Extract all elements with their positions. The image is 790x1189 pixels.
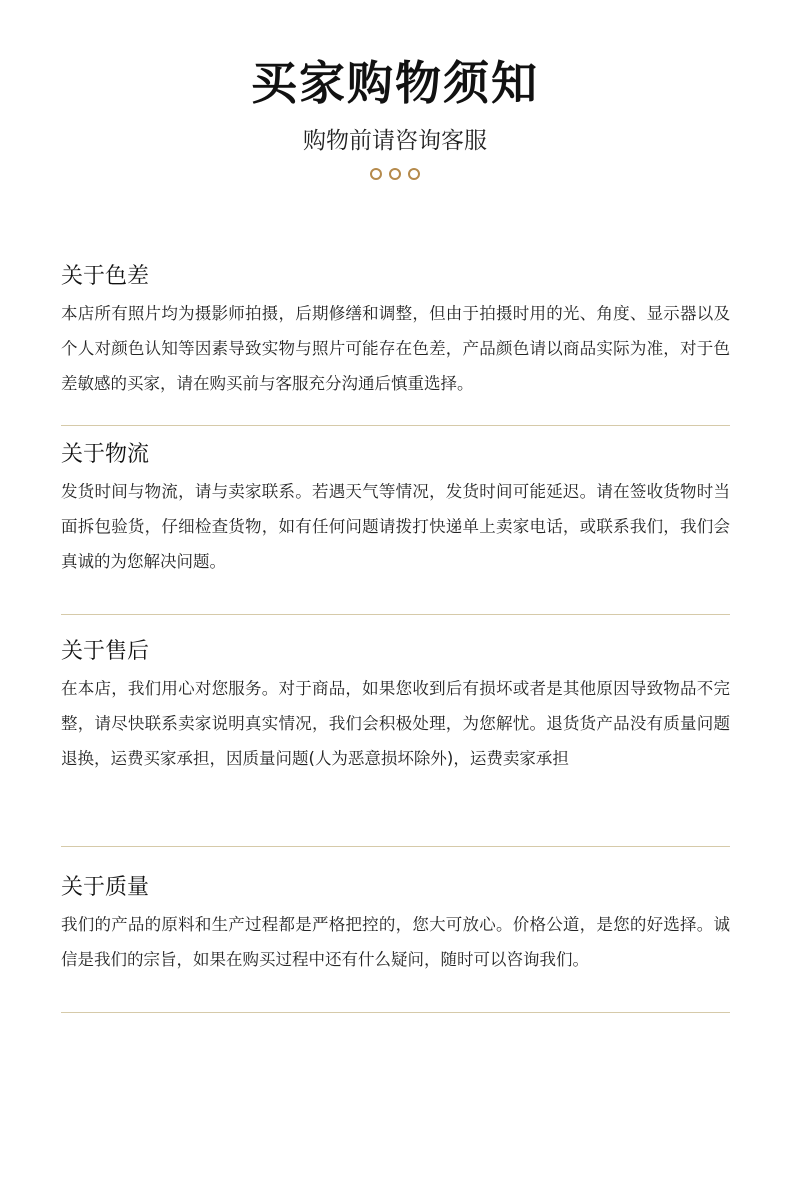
circle-dot-icon [408,168,420,180]
section-title: 关于质量 [61,875,150,900]
page-title: 买家购物须知 [251,56,539,110]
section-body: 在本店，我们用心对您服务。对于商品，如果您收到后有损坏或者是其他原因导致物品不完整，请尽快联系卖家说明真实情况，我们会积极处理，为您解忧。退货货产品没有质量问题退换，运费买家承担，因质量问题(人为恶意损坏除外)，运费卖家承担 [61,679,730,768]
section-body: 发货时间与物流，请与卖家联系。若遇天气等情况，发货时间可能延迟。请在签收货物时当面拆包验货，仔细检查货物，如有任何问题请拨打快递单上卖家电话，或联系我们，我们会真诚的为您解决问题。 [61,482,730,571]
circle-dot-icon [370,168,382,180]
decorative-dots [0,168,790,180]
page-subtitle: 购物前请咨询客服 [303,128,487,154]
section-body: 我们的产品的原料和生产过程都是严格把控的，您大可放心。价格公道，是您的好选择。诚信是我们的宗旨，如果在购买过程中还有什么疑问，随时可以咨询我们。 [61,915,730,969]
page-header [0,52,790,180]
section-after-sales [61,635,730,847]
section-quality [61,871,730,1013]
section-title: 关于色差 [61,264,150,289]
section-title: 关于物流 [61,442,150,467]
section-title: 关于售后 [61,639,150,664]
section-color-difference [61,260,730,426]
notice-sections [61,260,730,1013]
circle-dot-icon [389,168,401,180]
section-logistics [61,438,730,615]
section-body: 本店所有照片均为摄影师拍摄，后期修缮和调整，但由于拍摄时用的光、角度、显示器以及个人对颜色认知等因素导致实物与照片可能存在色差，产品颜色请以商品实际为准，对于色差敏感的买家，请在购买前与客服充分沟通后慎重选择。 [61,304,730,393]
